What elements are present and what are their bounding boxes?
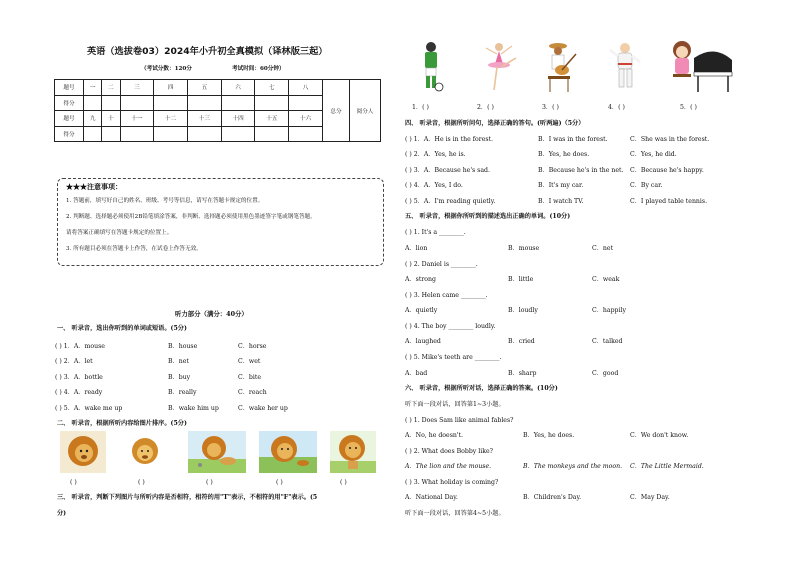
question-option-b[interactable]: B．I was in the forest. (538, 136, 608, 143)
question-option-c[interactable]: C．weak (592, 276, 620, 283)
question-option-c[interactable]: C．May Day. (630, 494, 670, 501)
notice-box (57, 178, 384, 266)
table-cell: 十五 (255, 111, 289, 127)
question-option-b[interactable]: B．Yes, he does. (523, 432, 575, 439)
score-input-cell[interactable] (154, 95, 188, 111)
picture-order-blank[interactable]: ( ) (138, 479, 145, 486)
question-option-a[interactable]: A．lion (405, 245, 428, 252)
dialogue-intro: 听下面一段对话，回答第4~5小题。 (405, 510, 505, 517)
section-5-header: 五、 听录音，根据你所听到的描述选出正确的单词。(10分) (405, 213, 571, 220)
table-cell: 题号 (55, 80, 84, 96)
question-option-c[interactable]: C．wet (238, 358, 261, 365)
question-option-b[interactable]: B．really (168, 389, 197, 396)
question-option-c[interactable]: C．reach (238, 389, 267, 396)
table-cell: 二 (102, 80, 120, 96)
notice-item: 1. 答题前，填写好自己的姓名、班级、考号等信息，请写在答题卡规定的位置。 (66, 198, 264, 204)
ballet-dancer-picture (482, 40, 522, 94)
table-cell: 十二 (154, 111, 188, 127)
score-input-cell[interactable] (188, 95, 222, 111)
question-option-c[interactable]: C．She was in the forest. (630, 136, 710, 143)
football-player-picture (418, 40, 444, 92)
question-option-c[interactable]: C．Yes, he did. (630, 151, 677, 158)
question-option-c[interactable]: C．By car. (630, 182, 663, 189)
question-option-b[interactable]: B．net (168, 358, 189, 365)
score-input-cell[interactable] (255, 126, 289, 142)
table-cell: 一 (84, 80, 102, 96)
question-stem: ( ) 1. It's a ________. (405, 229, 466, 236)
notice-title: ★★★注意事项： (66, 182, 122, 191)
score-input-cell[interactable] (221, 126, 255, 142)
section-3-header-cont: 分) (57, 510, 67, 517)
question-option-c[interactable]: C．net (592, 245, 614, 252)
piano-girl-picture (664, 38, 736, 94)
question-option-b[interactable]: B．Yes, he does. (538, 151, 590, 158)
picture-answer-blank[interactable]: 4．( ) (608, 104, 625, 111)
question-stem: ( ) 2. Daniel is ________. (405, 261, 478, 268)
question-option-a[interactable]: ( ) 2．A．let (55, 358, 93, 365)
notice-item: 3. 所有题目必须在答题卡上作答，在试卷上作答无效。 (66, 246, 202, 252)
question-option-b[interactable]: B．sharp (508, 370, 537, 377)
question-option-a[interactable]: ( ) 4．A．ready (55, 389, 103, 396)
score-input-cell[interactable] (102, 126, 120, 142)
table-cell: 十一 (120, 111, 154, 127)
guitarist-picture (540, 40, 580, 94)
table-cell: 题号 (55, 111, 84, 127)
kung-fu-kid-picture (608, 40, 642, 94)
lion-picture-5 (330, 431, 376, 473)
question-option-b[interactable]: B．I watch TV. (538, 198, 584, 205)
question-option-a[interactable]: A．National Day. (405, 494, 458, 501)
question-option-b[interactable]: B．house (168, 343, 198, 350)
score-input-cell[interactable] (188, 126, 222, 142)
table-cell: 八 (289, 80, 323, 96)
picture-order-blank[interactable]: ( ) (276, 479, 283, 486)
lion-picture-1 (60, 431, 106, 473)
question-option-b[interactable]: B．buy (168, 374, 191, 381)
question-option-a[interactable]: A．quietly (405, 307, 438, 314)
question-option-a[interactable]: ( ) 1．A．He is in the forest. (405, 136, 493, 143)
question-option-c[interactable]: C．bite (238, 374, 262, 381)
question-option-b[interactable]: B．The monkeys and the moon. (523, 463, 623, 470)
picture-order-blank[interactable]: ( ) (206, 479, 213, 486)
question-option-c[interactable]: C．I played table tennis. (630, 198, 708, 205)
table-cell: 三 (120, 80, 154, 96)
lion-picture-4 (259, 431, 317, 473)
score-input-cell[interactable] (255, 95, 289, 111)
table-cell: 十 (102, 111, 120, 127)
dialogue-intro: 听下面一段对话，回答第1~3小题。 (405, 401, 505, 408)
score-input-cell[interactable] (120, 126, 154, 142)
notice-item: 2. 判断题、选择题必须使用2B铅笔填涂答案，非判断、选择题必须使用黑色墨迹签字笔或钢笔答题。 (66, 214, 316, 220)
table-cell: 十六 (289, 111, 323, 127)
score-table (54, 79, 381, 142)
score-input-cell[interactable] (289, 126, 323, 142)
question-stem: ( ) 4. The boy ________ loudly. (405, 323, 496, 330)
score-input-cell[interactable] (221, 95, 255, 111)
question-stem: ( ) 2. What does Bobby like? (405, 448, 493, 455)
question-option-a[interactable]: A．No, he doesn't. (405, 432, 464, 439)
reviewer-cell: 阅分人 (350, 80, 381, 142)
question-option-c[interactable]: C．wake her up (238, 405, 288, 412)
table-cell: 七 (255, 80, 289, 96)
picture-answer-blank[interactable]: 3．( ) (542, 104, 559, 111)
question-option-b[interactable]: B．mouse (508, 245, 540, 252)
question-option-a[interactable]: ( ) 3．A．bottle (55, 374, 103, 381)
table-cell: 五 (188, 80, 222, 96)
question-option-c[interactable]: C．We don't know. (630, 432, 689, 439)
table-cell: 十三 (188, 111, 222, 127)
score-input-cell[interactable] (84, 95, 102, 111)
question-option-b[interactable]: B．wake him up (168, 405, 219, 412)
total-score-cell: 总分 (323, 80, 350, 142)
listening-section-title: 听力部分（满分：40分） (175, 310, 248, 318)
section-3-header: 三、 听录音，判断下列图片与所听内容是否相符，相符的用"T"表示，不相符的用"F"表示。(5 (57, 494, 318, 501)
question-option-b[interactable]: B．It's my car. (538, 182, 584, 189)
score-input-cell[interactable] (154, 126, 188, 142)
exam-time-info: 考试时间：60分钟） (232, 66, 285, 72)
question-stem: ( ) 3. Helen came ________. (405, 292, 488, 299)
question-option-b[interactable]: B．loudly (508, 307, 538, 314)
picture-order-blank[interactable]: ( ) (70, 479, 77, 486)
picture-answer-blank[interactable]: 5．( ) (680, 104, 697, 111)
exam-title: 英语（选拔卷03）2024年小升初全真模拟（译林版三起） (87, 46, 328, 57)
question-option-c[interactable]: C．Because he's happy. (630, 167, 704, 174)
section-6-header: 六、 听录音，根据所听对话，选择正确的答案。(10分) (405, 385, 558, 392)
table-cell: 九 (84, 111, 102, 127)
question-stem: ( ) 3. What holiday is coming? (405, 479, 499, 486)
question-option-b[interactable]: B．cried (508, 338, 535, 345)
table-cell: 四 (154, 80, 188, 96)
question-stem: ( ) 1. Does Sam like animal fables? (405, 417, 514, 424)
question-option-c[interactable]: C．talked (592, 338, 623, 345)
lion-picture-3 (188, 431, 246, 473)
table-cell: 十四 (221, 111, 255, 127)
question-option-b[interactable]: B．Because he's in the net. (538, 167, 624, 174)
question-option-b[interactable]: B．little (508, 276, 534, 283)
table-cell: 得分 (55, 126, 84, 142)
section-4-header: 四、 听录音，根据所听问句，选择正确的答句。(听两遍)（5分） (405, 120, 585, 127)
score-input-cell[interactable] (84, 126, 102, 142)
question-option-a[interactable]: ( ) 5．A．I'm reading quietly. (405, 198, 496, 205)
question-option-c[interactable]: C．good (592, 370, 619, 377)
picture-order-blank[interactable]: ( ) (340, 479, 347, 486)
picture-answer-blank[interactable]: 2．( ) (477, 104, 494, 111)
score-input-cell[interactable] (120, 95, 154, 111)
question-option-a[interactable]: A．laughed (405, 338, 441, 345)
question-option-a[interactable]: A．The lion and the mouse. (405, 463, 492, 470)
section-1-header: 一、 听录音，选出你听到的单词或短语。(5分) (57, 325, 187, 332)
score-input-cell[interactable] (289, 95, 323, 111)
notice-item: 请将答案正确填写在答题卡规定的位置上。 (66, 230, 173, 236)
exam-score-info: （考试分数：120分 (141, 66, 192, 72)
question-option-b[interactable]: B．Children's Day. (523, 494, 582, 501)
question-option-a[interactable]: ( ) 5．A．wake me up (55, 405, 123, 412)
section-2-header: 二、 听录音，根据所听内容给图片排序。(5分) (57, 420, 187, 427)
question-option-a[interactable]: ( ) 2．A．Yes, he is. (405, 151, 466, 158)
lion-picture-2 (125, 435, 165, 471)
table-cell: 六 (221, 80, 255, 96)
question-option-a[interactable]: A．bad (405, 370, 428, 377)
score-input-cell[interactable] (102, 95, 120, 111)
question-option-c[interactable]: C．horse (238, 343, 267, 350)
question-option-a[interactable]: A．strong (405, 276, 436, 283)
table-cell: 得分 (55, 95, 84, 111)
question-stem: ( ) 5. Mike's teeth are ________. (405, 354, 502, 361)
picture-answer-blank[interactable]: 1．( ) (412, 104, 429, 111)
question-option-a[interactable]: ( ) 3．A．Because he's sad. (405, 167, 490, 174)
question-option-a[interactable]: ( ) 4．A．Yes, I do. (405, 182, 463, 189)
question-option-a[interactable]: ( ) 1．A．mouse (55, 343, 105, 350)
question-option-c[interactable]: C．The Little Mermaid. (630, 463, 704, 470)
question-option-c[interactable]: C．happily (592, 307, 626, 314)
